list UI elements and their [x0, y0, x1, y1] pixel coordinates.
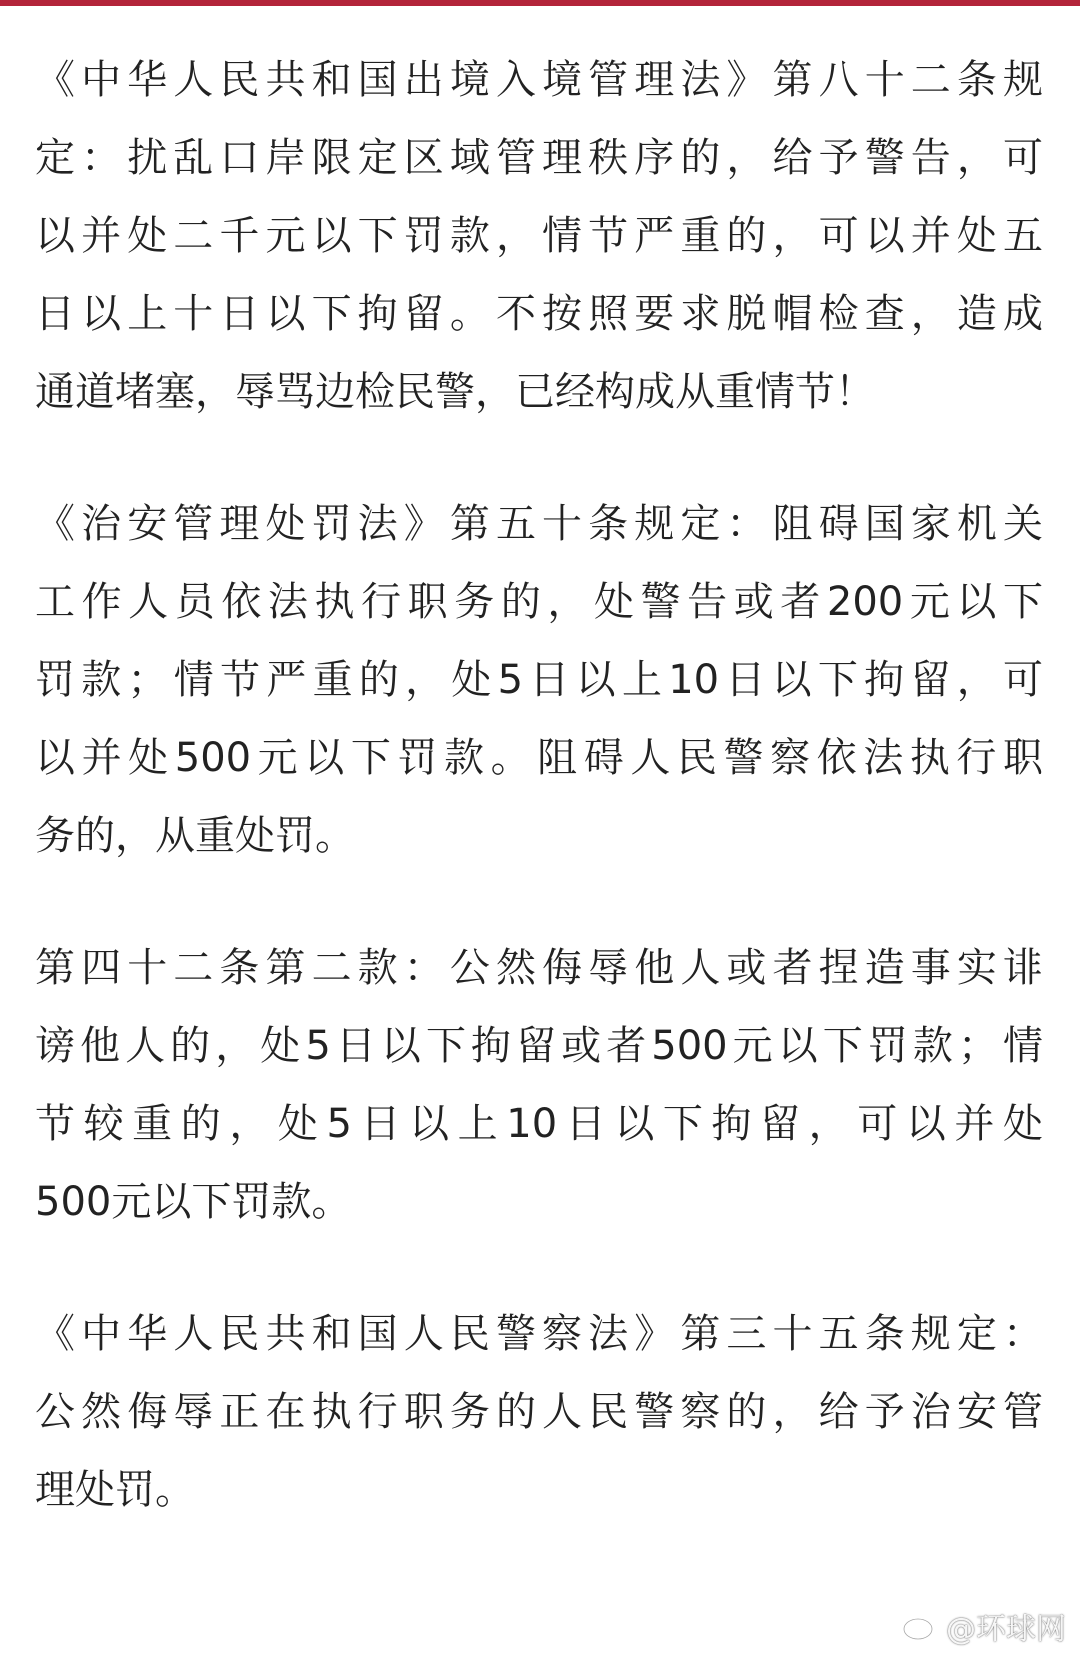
paragraph-3-line-4: 500元以下罚款。 — [35, 1179, 352, 1225]
paragraph-2-line-4: 以并处500元以下罚款。阻碍人民警察依法执行职 — [35, 735, 1043, 781]
paragraph-4-line-1: 《中华人民共和国人民警察法》第三十五条规定： — [35, 1311, 1043, 1357]
paragraph-1-line-5: 通道堵塞，辱骂边检民警，已经构成从重情节！ — [35, 369, 875, 415]
watermark — [902, 1606, 1066, 1646]
weibo-icon — [902, 1610, 940, 1642]
paragraph-2-line-5: 务的，从重处罚。 — [35, 813, 355, 859]
paragraph-1-line-1: 《中华人民共和国出境入境管理法》第八十二条规 — [35, 57, 1043, 103]
paragraph-2-line-3: 罚款；情节严重的，处5日以上10日以下拘留，可 — [35, 657, 1043, 703]
paragraph-1-line-4: 日以上十日以下拘留。不按照要求脱帽检查，造成 — [35, 291, 1043, 337]
watermark-text: @环球网 — [946, 1612, 1066, 1647]
paragraph-2-line-1: 《治安管理处罚法》第五十条规定：阻碍国家机关 — [35, 501, 1043, 547]
paragraph-4-line-2: 公然侮辱正在执行职务的人民警察的，给予治安管 — [35, 1389, 1043, 1435]
paragraph-4-line-3: 理处罚。 — [35, 1467, 195, 1513]
paragraph-1-line-3: 以并处二千元以下罚款，情节严重的，可以并处五 — [35, 213, 1043, 259]
paragraph-3-line-3: 节较重的，处5日以上10日以下拘留，可以并处 — [35, 1101, 1043, 1147]
paragraph-3-line-1: 第四十二条第二款：公然侮辱他人或者捏造事实诽 — [35, 945, 1043, 991]
paragraph-2-line-2: 工作人员依法执行职务的，处警告或者200元以下 — [35, 579, 1043, 625]
paragraph-1-line-2: 定：扰乱口岸限定区域管理秩序的，给予警告，可 — [35, 135, 1043, 181]
paragraph-3-line-2: 谤他人的，处5日以下拘留或者500元以下罚款；情 — [35, 1023, 1043, 1069]
